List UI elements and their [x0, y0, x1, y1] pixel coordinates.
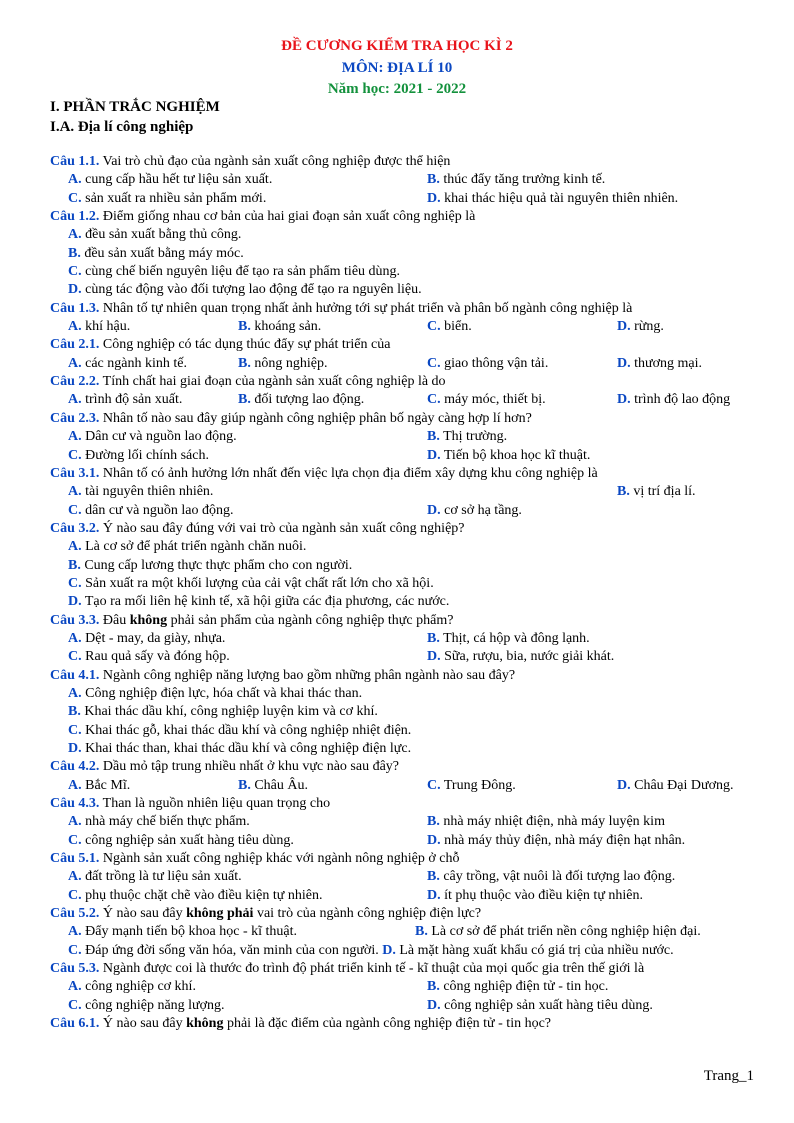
option-letter: C.: [68, 502, 82, 518]
option-text: Công nghiệp điện lực, hóa chất và khai thác than.: [85, 685, 363, 701]
question-number: Câu 3.1.: [50, 465, 100, 481]
question-number: Câu 6.1.: [50, 1016, 100, 1032]
option-letter: C.: [68, 649, 82, 665]
question-number: Câu 1.1.: [50, 154, 100, 169]
question-number: Câu 2.1.: [50, 337, 100, 353]
option-text: công nghiệp năng lượng.: [85, 997, 225, 1013]
question-stem: [50, 795, 755, 813]
answer-option[interactable]: [68, 741, 411, 756]
option-text: Tạo ra mối liên hệ kinh tế, xã hội giữa các địa phương, các nước.: [84, 594, 450, 610]
options-row: [50, 428, 755, 446]
question-number: Câu 2.2.: [50, 374, 100, 390]
option-letter: D.: [68, 594, 82, 610]
answer-option[interactable]: [68, 318, 130, 336]
question-text: Điểm giống nhau cơ bản của hai giai đoạn sản xuất công nghiệp là: [102, 209, 476, 225]
option-letter: C.: [68, 997, 82, 1013]
question-stem: [50, 153, 755, 171]
answer-option[interactable]: [68, 923, 297, 941]
option-line: [50, 281, 755, 299]
answer-option[interactable]: [427, 978, 608, 996]
option-letter: A.: [68, 429, 82, 445]
answer-option[interactable]: [68, 594, 449, 609]
answer-option[interactable]: [427, 428, 507, 446]
answer-option[interactable]: [68, 282, 422, 297]
answer-option[interactable]: [415, 923, 701, 941]
option-text: Bắc Mĩ.: [85, 777, 131, 793]
question-number: Câu 5.3.: [50, 961, 100, 977]
options-row: [50, 832, 755, 850]
option-text: Đẩy mạnh tiến bộ khoa học - kĩ thuật.: [85, 924, 298, 940]
option-letter: C.: [68, 190, 82, 206]
answer-option[interactable]: [427, 648, 614, 666]
option-letter: B.: [238, 355, 251, 371]
option-text: công nghiệp sản xuất hàng tiêu dùng.: [85, 832, 294, 848]
option-line: [50, 263, 755, 281]
option-text: cây trồng, vật nuôi là đối tượng lao động.: [443, 869, 676, 885]
option-text: khoáng sản.: [254, 319, 322, 335]
answer-option[interactable]: [427, 190, 678, 208]
question-text: phải là đặc điểm của ngành công nghiệp điện tử - tin học?: [223, 1016, 552, 1032]
option-text: công nghiệp điện tử - tin học.: [443, 979, 609, 995]
options-row: [50, 887, 755, 905]
options-row: [50, 777, 755, 795]
answer-option[interactable]: [68, 539, 306, 554]
option-letter: D.: [382, 942, 396, 958]
answer-option[interactable]: [427, 318, 472, 336]
answer-option[interactable]: [427, 832, 685, 850]
option-text: trình độ sản xuất.: [85, 392, 183, 408]
answer-option[interactable]: [68, 887, 322, 905]
option-letter: C.: [427, 777, 441, 793]
question-text: Ngành công nghiệp năng lượng bao gồm những phân ngành nào sau đây?: [102, 667, 516, 683]
answer-option[interactable]: [617, 483, 696, 501]
option-text: nhà máy thủy điện, nhà máy điện hạt nhân.: [444, 832, 686, 848]
question-number: Câu 2.3.: [50, 410, 100, 426]
question-number: Câu 3.3.: [50, 612, 100, 628]
option-line: [50, 538, 755, 556]
option-letter: D.: [68, 282, 82, 298]
option-letter: A.: [68, 392, 82, 408]
option-letter: C.: [427, 355, 441, 371]
option-letter: C.: [68, 722, 82, 738]
option-letter: B.: [427, 979, 440, 995]
option-text: Châu Âu.: [254, 777, 309, 793]
option-text: dân cư và nguồn lao động.: [85, 502, 234, 518]
answer-option[interactable]: [68, 723, 411, 738]
option-letter: B.: [427, 630, 440, 646]
option-line: [50, 740, 755, 758]
answer-option[interactable]: [68, 832, 294, 850]
options-row: [50, 190, 755, 208]
answer-option[interactable]: [68, 978, 196, 996]
answer-option[interactable]: [427, 868, 675, 886]
option-letter: C.: [68, 832, 82, 848]
answer-option[interactable]: [68, 630, 225, 648]
question-number: Câu 4.3.: [50, 796, 100, 812]
option-text: Rau quả sấy và đóng hộp.: [85, 649, 230, 665]
question-number: Câu 4.1.: [50, 667, 100, 683]
question-text: Tính chất hai giai đoạn của ngành sản xuất công nghiệp là do: [102, 374, 446, 390]
question-text: Dầu mỏ tập trung nhiều nhất ở khu vực nào sau đây?: [102, 759, 399, 775]
option-letter: D.: [68, 741, 82, 756]
option-text: Cung cấp lương thực thực phẩm cho con người.: [84, 557, 353, 573]
question-stem: [50, 612, 755, 630]
option-letter: A.: [68, 484, 82, 500]
option-text: đối tượng lao động.: [254, 392, 365, 408]
option-letter: B.: [415, 924, 428, 940]
answer-option[interactable]: [427, 355, 548, 373]
question-text: Công nghiệp có tác dụng thúc đẩy sự phát triển của: [102, 337, 391, 353]
answer-option[interactable]: [427, 777, 516, 795]
document-title: ĐỀ CƯƠNG KIỂM TRA HỌC KÌ 2: [281, 38, 513, 54]
option-text: Khai thác than, khai thác dầu khí và công nghiệp điện lực.: [85, 741, 412, 756]
option-text: các ngành kinh tế.: [85, 355, 187, 371]
answer-option[interactable]: [427, 630, 590, 648]
answer-option[interactable]: [238, 355, 327, 373]
options-row: [50, 447, 755, 465]
option-letter: D.: [617, 319, 631, 335]
answer-option[interactable]: [427, 391, 546, 409]
answer-option[interactable]: [427, 171, 605, 189]
option-letter: B.: [68, 245, 81, 261]
option-letter: A.: [68, 227, 82, 243]
answer-option[interactable]: [427, 502, 522, 520]
options-row: [50, 318, 755, 336]
option-text: công nghiệp sản xuất hàng tiêu dùng.: [444, 997, 653, 1013]
option-text: giao thông vận tải.: [444, 355, 549, 371]
question-stem: [50, 1015, 755, 1033]
question-stem: [50, 465, 755, 483]
option-text: nông nghiệp.: [254, 355, 328, 371]
option-text: cơ sở hạ tầng.: [444, 502, 522, 518]
options-row: [50, 923, 755, 941]
answer-option[interactable]: [427, 813, 665, 831]
question-stem: [50, 208, 755, 226]
question-stem: [50, 905, 755, 923]
option-line: [50, 722, 755, 740]
question-number: Câu 5.2.: [50, 906, 100, 922]
option-letter: B.: [427, 429, 440, 445]
option-letter: B.: [427, 869, 440, 885]
option-text: Châu Đại Dương.: [634, 777, 734, 793]
answer-option[interactable]: [617, 355, 702, 373]
answer-option[interactable]: [68, 483, 213, 501]
option-letter: C.: [68, 942, 82, 958]
question-text: phải sản phẩm của ngành công nghiệp thực phẩm?: [167, 612, 454, 628]
option-text: cung cấp hầu hết tư liệu sản xuất.: [85, 172, 273, 188]
question-text: Vai trò chủ đạo của ngành sản xuất công nghiệp được thể hiện: [102, 154, 451, 169]
school-year: Năm học: 2021 - 2022: [327, 81, 467, 97]
option-text: Tiến bộ khoa học kĩ thuật.: [443, 447, 591, 463]
question-text: vai trò của ngành công nghiệp điện lực?: [253, 906, 482, 922]
option-letter: A.: [68, 924, 82, 940]
option-line: [50, 226, 755, 244]
option-letter: C.: [68, 447, 82, 463]
option-line: [50, 575, 755, 593]
option-letter: A.: [68, 355, 82, 371]
option-text: Khai thác gỗ, khai thác dầu khí và công nghiệp nhiệt điện.: [85, 722, 412, 738]
options-row: [50, 171, 755, 189]
option-letter: D.: [617, 392, 631, 408]
option-letter: A.: [68, 319, 82, 335]
option-letter: D.: [427, 502, 441, 518]
answer-option[interactable]: [617, 777, 734, 795]
answer-option[interactable]: [68, 391, 182, 409]
question-text: Ý nào sau đây: [102, 906, 187, 922]
option-letter: A.: [68, 172, 82, 188]
option-letter: D.: [427, 190, 441, 206]
question-list: [50, 153, 755, 1034]
option-text: cùng tác động vào đối tượng lao động để tạo ra nguyên liệu.: [85, 282, 422, 298]
question-stem: [50, 667, 755, 685]
option-letter: B.: [617, 484, 630, 500]
section-title: I. PHẦN TRẮC NGHIỆM: [50, 99, 220, 115]
options-row: [50, 483, 755, 501]
question-stem: [50, 373, 755, 391]
option-letter: B.: [238, 777, 251, 793]
page-number: Trang_1: [703, 1068, 754, 1084]
question-stem: [50, 960, 755, 978]
option-text: Sản xuất ra một khối lượng của cải vật chất rất lớn cho xã hội.: [85, 575, 434, 591]
option-letter: D.: [617, 355, 631, 371]
question-stem: [50, 520, 755, 538]
option-letter: A.: [68, 539, 82, 555]
option-text: Đáp ứng đời sống văn hóa, văn minh của con người.: [85, 942, 379, 958]
option-letter: C.: [427, 319, 441, 335]
option-letter: D.: [617, 777, 631, 793]
answer-option[interactable]: [238, 391, 364, 409]
option-letter: D.: [427, 649, 441, 665]
option-text: đều sản xuất bằng thủ công.: [85, 227, 242, 243]
option-line: [50, 245, 755, 263]
question-stem: [50, 336, 755, 354]
option-text: Khai thác dầu khí, công nghiệp luyện kim và cơ khí.: [84, 704, 378, 720]
answer-option[interactable]: [68, 502, 233, 520]
option-text: trình độ lao động: [634, 392, 731, 408]
option-text: công nghiệp cơ khí.: [85, 979, 196, 995]
answer-option[interactable]: [68, 868, 242, 886]
question-text: Ngành sản xuất công nghiệp khác với ngành nông nghiệp ở chỗ: [102, 851, 460, 867]
option-text: vị trí địa lí.: [633, 484, 696, 500]
section-subtitle: I.A. Địa lí công nghiệp: [50, 119, 194, 135]
question-text: Nhân tố tự nhiên quan trọng nhất ảnh hưởng tới sự phát triển và phân bố ngành công nghiệp là: [102, 300, 633, 316]
option-line: [50, 685, 755, 703]
question-number: Câu 3.2.: [50, 520, 100, 536]
answer-option[interactable]: [68, 171, 272, 189]
answer-option[interactable]: [68, 997, 225, 1015]
option-text: Dệt - may, da giày, nhựa.: [85, 630, 226, 646]
question-emphasis: không: [129, 612, 168, 628]
answer-option[interactable]: [427, 997, 653, 1015]
option-text: đất trồng là tư liệu sản xuất.: [85, 869, 242, 885]
answer-option[interactable]: [427, 887, 643, 905]
option-letter: C.: [68, 575, 82, 591]
answer-option[interactable]: [68, 576, 434, 591]
option-line: [50, 557, 755, 575]
options-row: [50, 813, 755, 831]
answer-option[interactable]: [238, 318, 321, 336]
option-letter: D.: [427, 832, 441, 848]
option-letter: C.: [68, 264, 82, 280]
question-emphasis: không: [186, 1016, 224, 1032]
question-text: Ý nào sau đây đúng với vai trò của ngành sản xuất công nghiệp?: [102, 520, 465, 536]
options-row: [50, 868, 755, 886]
option-letter: B.: [68, 557, 81, 573]
option-letter: B.: [68, 704, 81, 720]
answer-option[interactable]: [68, 227, 241, 242]
answer-option[interactable]: [68, 355, 187, 373]
question-text: Ý nào sau đây: [102, 1016, 187, 1032]
answer-option[interactable]: [68, 704, 378, 719]
option-text: phụ thuộc chặt chẽ vào điều kiện tự nhiên.: [85, 887, 323, 903]
option-text: nhà máy chế biến thực phẩm.: [85, 814, 250, 830]
options-row: [50, 648, 755, 666]
answer-option[interactable]: [617, 318, 664, 336]
answer-option[interactable]: [68, 428, 237, 446]
option-text: Đường lối chính sách.: [85, 447, 209, 463]
option-text: Thịt, cá hộp và đông lạnh.: [443, 630, 590, 646]
option-letter: C.: [427, 392, 441, 408]
answer-option[interactable]: [427, 447, 590, 465]
answer-option[interactable]: [617, 391, 730, 409]
option-text: Sữa, rượu, bia, nước giải khát.: [444, 649, 615, 665]
options-row: [50, 997, 755, 1015]
option-text: ít phụ thuộc vào điều kiện tự nhiên.: [444, 887, 644, 903]
option-text: Thị trường.: [443, 429, 508, 445]
option-text: thương mại.: [634, 355, 702, 371]
question-number: Câu 4.2.: [50, 759, 100, 775]
option-letter: D.: [427, 887, 441, 903]
question-text: Nhân tố nào sau đây giúp ngành công nghiệp phân bố ngày càng hợp lí hơn?: [102, 410, 532, 426]
options-paragraph: [50, 942, 755, 960]
option-text: khai thác hiệu quả tài nguyên thiên nhiên.: [444, 190, 679, 206]
options-row: [50, 978, 755, 996]
options-row: [50, 502, 755, 520]
option-letter: B.: [427, 814, 440, 830]
option-text: sản xuất ra nhiều sản phẩm mới.: [85, 190, 267, 206]
option-text: khí hậu.: [85, 319, 131, 335]
option-letter: B.: [238, 392, 251, 408]
options-row: [50, 630, 755, 648]
option-letter: A.: [68, 979, 82, 995]
answer-option[interactable]: [68, 264, 400, 279]
answer-option[interactable]: [68, 558, 352, 573]
question-number: Câu 1.3.: [50, 300, 100, 316]
option-text: cùng chế biến nguyên liệu để tạo ra sản phẩm tiêu dùng.: [85, 264, 401, 280]
option-letter: A.: [68, 777, 82, 793]
answer-option[interactable]: [68, 777, 130, 795]
option-line: [50, 593, 755, 611]
option-text: đều sản xuất bằng máy móc.: [84, 245, 244, 261]
option-letter: B.: [427, 172, 440, 188]
option-text: biển.: [444, 319, 472, 335]
answer-option[interactable]: [68, 648, 230, 666]
question-stem: [50, 300, 755, 318]
question-stem: [50, 850, 755, 868]
option-text: Trung Đông.: [443, 777, 516, 793]
document-subject: MÔN: ĐỊA LÍ 10: [341, 60, 453, 76]
option-letter: C.: [68, 887, 82, 903]
question-text: Ngành được coi là thước đo trình độ phát triển kinh tế - kĩ thuật của mọi quốc gia trên thế giới là: [102, 961, 645, 977]
option-text: tài nguyên thiên nhiên.: [85, 484, 214, 500]
option-text: Là mặt hàng xuất khẩu có giá trị của nhiều nước.: [399, 942, 674, 958]
answer-option[interactable]: [68, 447, 209, 465]
option-letter: D.: [427, 997, 441, 1013]
option-letter: D.: [427, 447, 441, 463]
option-letter: A.: [68, 869, 82, 885]
question-emphasis: không phải: [186, 906, 254, 922]
answer-option[interactable]: [68, 686, 362, 701]
option-text: rừng.: [634, 319, 664, 335]
question-text: Nhân tố có ảnh hưởng lớn nhất đến việc lựa chọn địa điểm xây dựng khu công nghiệp là: [102, 465, 598, 481]
answer-option[interactable]: [68, 943, 379, 958]
question-stem: [50, 410, 755, 428]
option-text: Dân cư và nguồn lao động.: [85, 429, 237, 445]
question-number: Câu 5.1.: [50, 851, 100, 867]
option-letter: B.: [238, 319, 251, 335]
option-text: nhà máy nhiệt điện, nhà máy luyện kim: [443, 814, 665, 830]
options-row: [50, 391, 755, 409]
answer-option[interactable]: [238, 777, 308, 795]
question-number: Câu 1.2.: [50, 209, 100, 225]
option-text: thúc đẩy tăng trưởng kinh tế.: [443, 172, 606, 188]
answer-option[interactable]: [382, 943, 673, 958]
option-letter: A.: [68, 814, 82, 830]
answer-option[interactable]: [68, 813, 250, 831]
question-text: Than là nguồn nhiên liệu quan trọng cho: [102, 796, 331, 812]
options-row: [50, 355, 755, 373]
option-letter: A.: [68, 685, 82, 701]
option-letter: A.: [68, 630, 82, 646]
question-stem: [50, 758, 755, 776]
option-text: máy móc, thiết bị.: [444, 392, 546, 408]
option-line: [50, 703, 755, 721]
answer-option[interactable]: [68, 190, 266, 208]
option-text: Là cơ sở để phát triển nền công nghiệp hiện đại.: [431, 924, 701, 940]
answer-option[interactable]: [68, 246, 244, 261]
question-text: Đâu: [102, 612, 130, 628]
option-text: Là cơ sở để phát triển ngành chăn nuôi.: [85, 539, 307, 555]
